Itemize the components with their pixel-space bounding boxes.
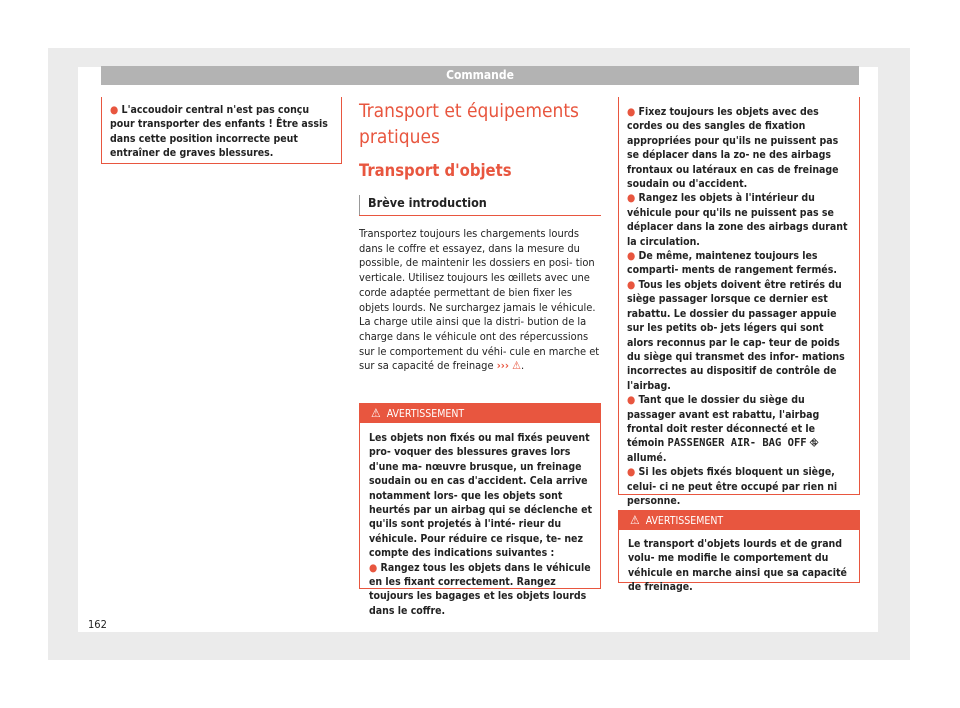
page-number: 162 xyxy=(88,618,107,631)
section-marker xyxy=(359,195,360,215)
list-item: ● De même, maintenez toujours les comparti- ments de rangement fermés. xyxy=(627,250,837,277)
list-item: ● Rangez les objets à l'intérieur du véhicule pour qu'ils ne puissent pas se déplacer dans la zone des airbags durant la circulation. xyxy=(627,192,848,248)
right-warning-box xyxy=(618,97,860,507)
subsection-title: Brève introduction xyxy=(368,195,487,210)
warning-body: Le transport d'objets lourds et de grand volu- me modifie le comportement du véhicule en marche ainsi que sa capacité de freinage. xyxy=(628,538,847,594)
warning-triangle-icon: ⚠ xyxy=(512,359,521,373)
warning-header: ⚠ AVERTISSEMENT xyxy=(359,403,601,423)
right-warning-box-2 xyxy=(618,510,860,594)
list-item: ● Tant que le dossier du siège du passager avant est rabattu, l'airbag frontal doit rester déconnecté et le témoin PASSENGER AIR- BAG OFF ⛗ allumé. xyxy=(627,394,820,464)
bullet-icon: ● xyxy=(627,466,636,479)
chapter-title: Transport et équipements pratiques xyxy=(359,100,579,148)
left-bullet-list xyxy=(110,103,333,161)
page-header: Commande xyxy=(101,66,859,85)
list-item: ● Si les objets fixés bloquent un siège, celui- ci ne peut être occupé par rien ni personne. xyxy=(627,466,838,507)
right-bullet-list xyxy=(627,105,851,508)
warning-icon: ⚠ xyxy=(630,513,640,527)
bullet-icon: ● xyxy=(627,106,636,118)
left-warning-box xyxy=(101,97,342,164)
warning-body: Les objets non fixés ou mal fixés peuvent pro- voquer des blessures graves lors d'une ma- nœuvre brusque, un freinage soudain ou en cas d'accident. Cela arrive notamment lors- que les objets sont heurtés par un airbag qui se déclenche et qu'ils sont projetés à l'inté- rieur du véhicule. Pour réduire ce risque, te- nez compte des indications suivantes : ● Rangez tous les objets dans le véhicule en les fixant correctement. Rangez toujours les bagages et les objets lourds dans le coffre. xyxy=(369,432,593,617)
list-item: ● Rangez tous les objets dans le véhicule en les fixant correctement. Rangez toujours les bagages et les objets lourds dans le coffre. xyxy=(369,561,591,617)
airbag-off-icon: ⛗ xyxy=(809,437,819,450)
bullet-icon: ● xyxy=(627,394,636,407)
reference-arrow[interactable]: ››› xyxy=(496,359,509,373)
warning-icon: ⚠ xyxy=(371,406,381,420)
intro-paragraph: Transportez toujours les chargements lourds dans le coffre et essayez, dans la mesure du possible, de maintenir les dossiers en posi- tion verticale. Utilisez toujours les œillets avec une corde adaptée permettant de bien fixer les objets lourds. Ne surchargez jamais le véhicule. La charge utile ainsi que la distri- bution de la charge dans le véhicule ont des répercussions sur le comportement du véhi- cule en marche et sur sa capacité de freinage ››› ⚠. xyxy=(359,227,600,373)
list-item: ● L'accoudoir central n'est pas conçu pour transporter des enfants ! Être assis dans cette position incorrecte peut entraîner de graves blessures. xyxy=(110,104,328,160)
list-item: ● Fixez toujours les objets avec des cordes ou des sangles de fixation appropriées pour qu'ils ne puissent pas se déplacer dans la zo- ne des airbags frontaux ou latéraux en cas de freinage soudain ou d'accident. xyxy=(627,106,839,191)
bullet-icon: ● xyxy=(369,561,378,574)
bullet-icon: ● xyxy=(627,250,636,263)
bullet-icon: ● xyxy=(627,278,636,291)
section-title: Transport d'objets xyxy=(359,161,512,180)
list-item: ● Tous les objets doivent être retirés du siège passager lorsque ce dernier est rabattu. Le dossier du passager appuie sur les petits ob- jets légers qui sont alors reconnus par le cap- teur de poids du siège qui transmet des infor- mations incorrectes au dispositif de contrôle de l'airbag. xyxy=(627,278,845,392)
section-rule xyxy=(359,215,601,216)
middle-warning-box xyxy=(359,403,601,617)
warning-header: ⚠ AVERTISSEMENT xyxy=(618,510,860,530)
bullet-icon: ● xyxy=(110,104,119,116)
bullet-icon: ● xyxy=(627,192,636,205)
